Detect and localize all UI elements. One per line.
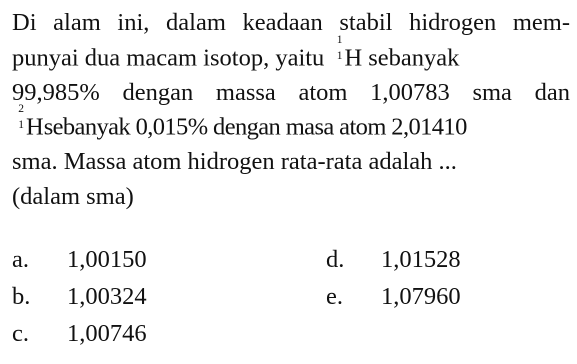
isotope-mass-number: 1 [336,33,343,46]
option-value: 1,07960 [381,283,461,310]
option-value: 1,00150 [67,246,147,273]
question-line-2-end: sebanyak [368,44,460,71]
question-text [12,6,570,214]
question-line-3: 99,985% dengan massa atom 1,00783 sma dan [12,78,570,106]
option-letter: e. [326,283,343,310]
option-letter: d. [326,246,345,273]
option-letter: b. [12,283,31,310]
isotope-atomic-number: 1 [18,119,24,131]
question-line-5: sma. Massa atom hidrogen rata-rata adalah ... [12,148,457,175]
option-value: 1,00324 [67,283,147,310]
question-line-6: (dalam sma) [12,182,134,210]
option-value: 1,01528 [381,246,461,273]
isotope-symbol: H [26,113,44,141]
option-letter: a. [12,246,29,273]
option-letter: c. [12,320,29,347]
isotope-notation-deuterium [12,103,26,135]
isotope-notation-protium [330,33,344,66]
option-value: 1,00746 [67,320,147,347]
isotope-symbol: H [344,44,363,71]
isotope-atomic-number: 1 [336,49,343,62]
isotope-mass-number: 2 [18,103,24,115]
question-line-4 [12,103,570,145]
question-line-4-end: sebanyak 0,015% dengan masa atom 2,01410 [43,113,467,141]
question-line-1: Di alam ini, dalam keadaan stabil hidrogen mem- [12,9,570,36]
question-line-2 [12,33,570,76]
question-line-2-start: punyai dua macam isotop, yaitu [12,44,325,71]
